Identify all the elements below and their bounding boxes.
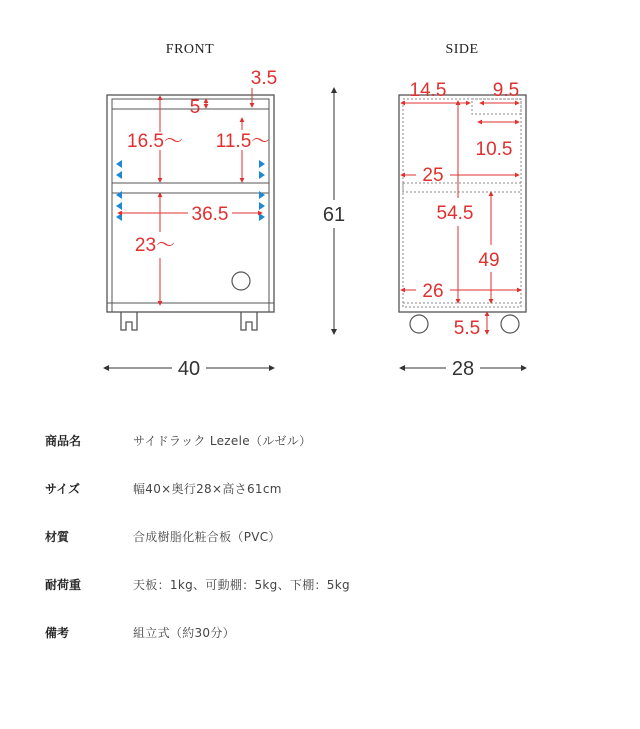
spec-value: サイドラック Lezele（ルゼル） — [133, 434, 312, 448]
dim-front-inner-width: 36.5 — [191, 204, 229, 225]
dim-side-10-5: 10.5 — [475, 139, 513, 160]
dim-side-49: 49 — [478, 250, 500, 271]
dim-overall-depth: 28 — [451, 358, 475, 380]
dim-side-54-5: 54.5 — [436, 203, 474, 224]
dim-side-9-5: 9.5 — [492, 80, 520, 101]
spec-row-material — [45, 528, 281, 545]
dim-front-top-gap: 3.5 — [250, 68, 278, 89]
spec-value: 幅40×奥行28×高さ61cm — [133, 482, 282, 496]
dim-side-26: 26 — [422, 281, 444, 302]
spec-value: 組立式（約30分） — [133, 626, 235, 640]
dim-front-upper-left: 16.5～ — [127, 131, 183, 152]
dim-side-14-5: 14.5 — [409, 80, 447, 101]
spec-row-load-capacity — [45, 576, 350, 593]
front-view — [107, 68, 277, 330]
dim-side-5-5: 5.5 — [453, 318, 481, 339]
side-title: SIDE — [445, 42, 479, 57]
dim-overall-height: 61 — [322, 204, 346, 226]
spec-label: サイズ — [45, 482, 81, 496]
side-view — [399, 80, 526, 339]
dim-overall-width: 40 — [177, 358, 201, 380]
dim-front-upper-right: 11.5～ — [215, 131, 271, 152]
spec-value: 天板：1kg、可動棚：5kg、下棚：5kg — [133, 578, 350, 592]
dim-side-25: 25 — [422, 165, 444, 186]
spec-label: 備考 — [45, 626, 70, 640]
front-title: FRONT — [165, 42, 215, 57]
spec-label: 商品名 — [45, 434, 82, 448]
adjustable-shelf-arrows — [116, 160, 265, 221]
spec-row-product-name — [45, 432, 311, 449]
dim-front-lower: 23～ — [134, 235, 176, 256]
dim-front-5: 5 — [189, 97, 201, 118]
spec-label: 耐荷重 — [45, 578, 82, 592]
spec-row-notes — [45, 624, 235, 641]
spec-label: 材質 — [45, 530, 70, 544]
spec-value: 合成樹脂化粧合板（PVC） — [133, 530, 281, 544]
spec-row-size — [45, 480, 282, 497]
